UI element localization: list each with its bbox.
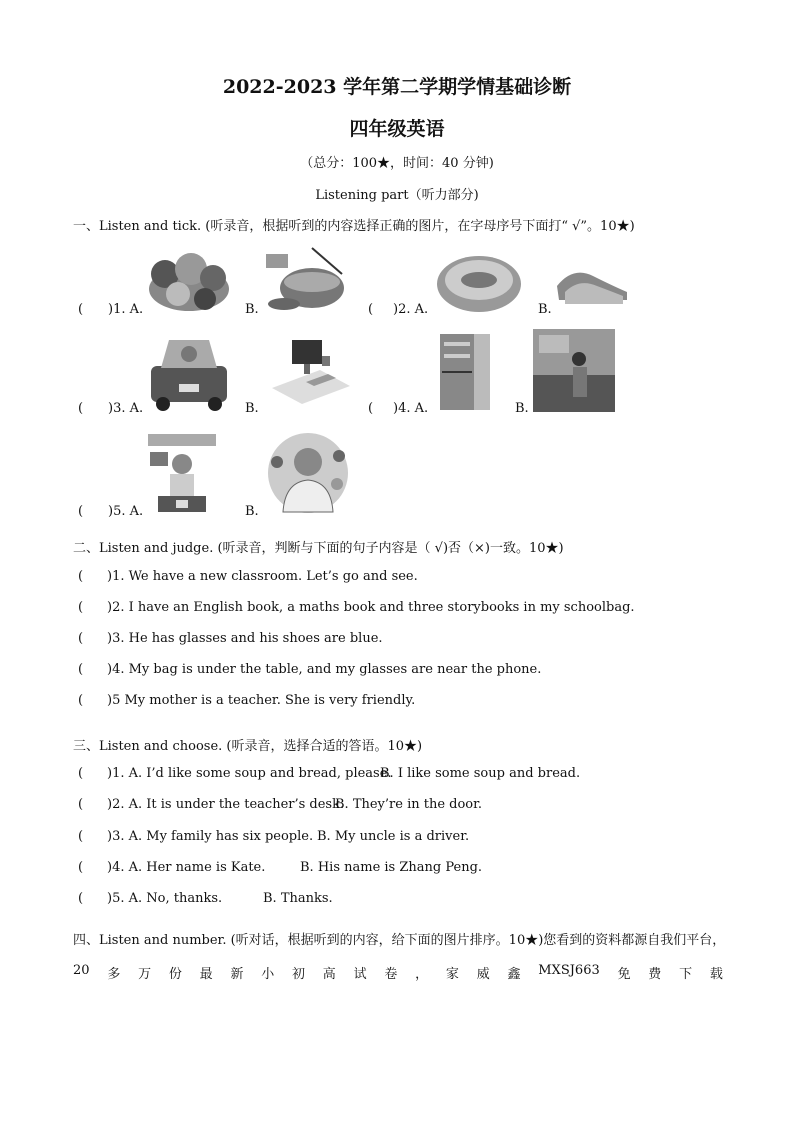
promo-word: 多 [107, 967, 121, 982]
promo-word: 威 [476, 967, 490, 982]
q3-a-label: )3. A. [108, 401, 144, 416]
answer-paren-open: ( [78, 829, 84, 844]
answer-paren-open: ( [368, 302, 374, 317]
answer-paren-open: ( [78, 891, 84, 906]
q3-b-label: B. [245, 401, 259, 416]
q1-a-label: )1. A. [108, 302, 144, 317]
choice-a: )4. A. Her name is Kate. [107, 860, 266, 875]
computer-desk-image [266, 336, 352, 406]
doctor-image [265, 432, 351, 514]
q5-a-label: )5. A. [108, 504, 144, 519]
promo-word: 新 [230, 967, 244, 982]
section4-heading: 四、Listen and number. (听对话，根据听到的内容，给下面的图片排序。10★)您看到的资料都源自我们平台， [73, 933, 726, 948]
judge-item: )3. He has glasses and his shoes are blue. [107, 631, 383, 646]
exam-subtitle: 四年级英语 [349, 118, 445, 140]
refrigerator-image [436, 332, 496, 412]
q4-a-label: )4. A. [393, 401, 429, 416]
section1-heading: 一、Listen and tick. (听录音，根据听到的内容选择正确的图片，在字母序号下面打“ √”。10★) [73, 219, 635, 234]
promo-word: 最 [199, 967, 213, 982]
promo-word: 万 [138, 967, 152, 982]
answer-paren-open: ( [78, 302, 84, 317]
answer-paren-open: ( [78, 569, 84, 584]
q4-b-label: B. [515, 401, 529, 416]
choice-b: B. His name is Zhang Peng. [300, 860, 483, 875]
choice-b: B. They’re in the door. [335, 797, 483, 812]
judge-item: )4. My bag is under the table, and my glasses are near the phone. [107, 662, 542, 677]
promo-word: 载 [709, 967, 723, 982]
kitchen-woman-image [533, 329, 615, 412]
judge-item: )5 My mother is a teacher. She is very friendly. [107, 693, 416, 708]
promo-word: ， [415, 967, 429, 982]
answer-paren-open: ( [78, 797, 84, 812]
choice-a: )3. A. My family has six people. [107, 829, 314, 844]
q5-b-label: B. [245, 504, 259, 519]
q1-b-label: B. [245, 302, 259, 317]
promo-word: 小 [261, 967, 275, 982]
answer-paren-open: ( [78, 600, 84, 615]
answer-paren-open: ( [78, 860, 84, 875]
section2-heading: 二、Listen and judge. (听录音，判断与下面的句子内容是（ √)否（×)一致。10★) [73, 541, 564, 556]
answer-paren-open: ( [78, 504, 84, 519]
vegetables-basket-image [143, 244, 235, 314]
answer-paren-open: ( [368, 401, 374, 416]
answer-paren-open: ( [78, 631, 84, 646]
answer-paren-open: ( [78, 766, 84, 781]
shoes-image [553, 256, 633, 310]
choice-a: )1. A. I’d like some soup and bread, please. [107, 766, 392, 781]
promo-word: 免 [617, 967, 631, 982]
judge-item: )2. I have an English book, a maths book and three storybooks in my schoolbag. [107, 600, 635, 615]
promo-word: 20 [73, 963, 90, 978]
score-info: （总分：100★，时间：40 分钟) [300, 156, 494, 171]
answer-paren-open: ( [78, 401, 84, 416]
nurse-image [148, 434, 216, 514]
answer-paren-open: ( [78, 693, 84, 708]
q2-a-label: )2. A. [393, 302, 429, 317]
choice-b: B. Thanks. [263, 891, 333, 906]
promo-word: 份 [168, 967, 182, 982]
q2-b-label: B. [538, 302, 552, 317]
promo-word: 费 [648, 967, 662, 982]
promo-word: 卷 [384, 967, 398, 982]
choice-b: B. I like some soup and bread. [380, 766, 581, 781]
noodle-soup-image [262, 244, 346, 316]
car-driver-image [145, 332, 233, 412]
section3-heading: 三、Listen and choose. (听录音，选择合适的答语。10★) [73, 739, 423, 754]
part-label: Listening part（听力部分) [315, 188, 479, 203]
promo-word: 下 [679, 967, 693, 982]
promo-word: 鑫 [507, 967, 521, 982]
judge-item: )1. We have a new classroom. Let’s go and see. [107, 569, 418, 584]
choice-a: )2. A. It is under the teacher’s desk. [107, 797, 345, 812]
promo-footer-line [73, 963, 723, 982]
fish-dish-image [433, 244, 525, 314]
promo-word: 初 [292, 967, 306, 982]
promo-word: 家 [445, 967, 459, 982]
promo-word: MXSJ663 [538, 963, 600, 978]
answer-paren-open: ( [78, 662, 84, 677]
choice-a: )5. A. No, thanks. [107, 891, 223, 906]
exam-title: 2022-2023 学年第二学期学情基础诊断 [222, 76, 572, 98]
promo-word: 试 [353, 967, 367, 982]
promo-word: 高 [322, 967, 336, 982]
choice-b: B. My uncle is a driver. [317, 829, 470, 844]
